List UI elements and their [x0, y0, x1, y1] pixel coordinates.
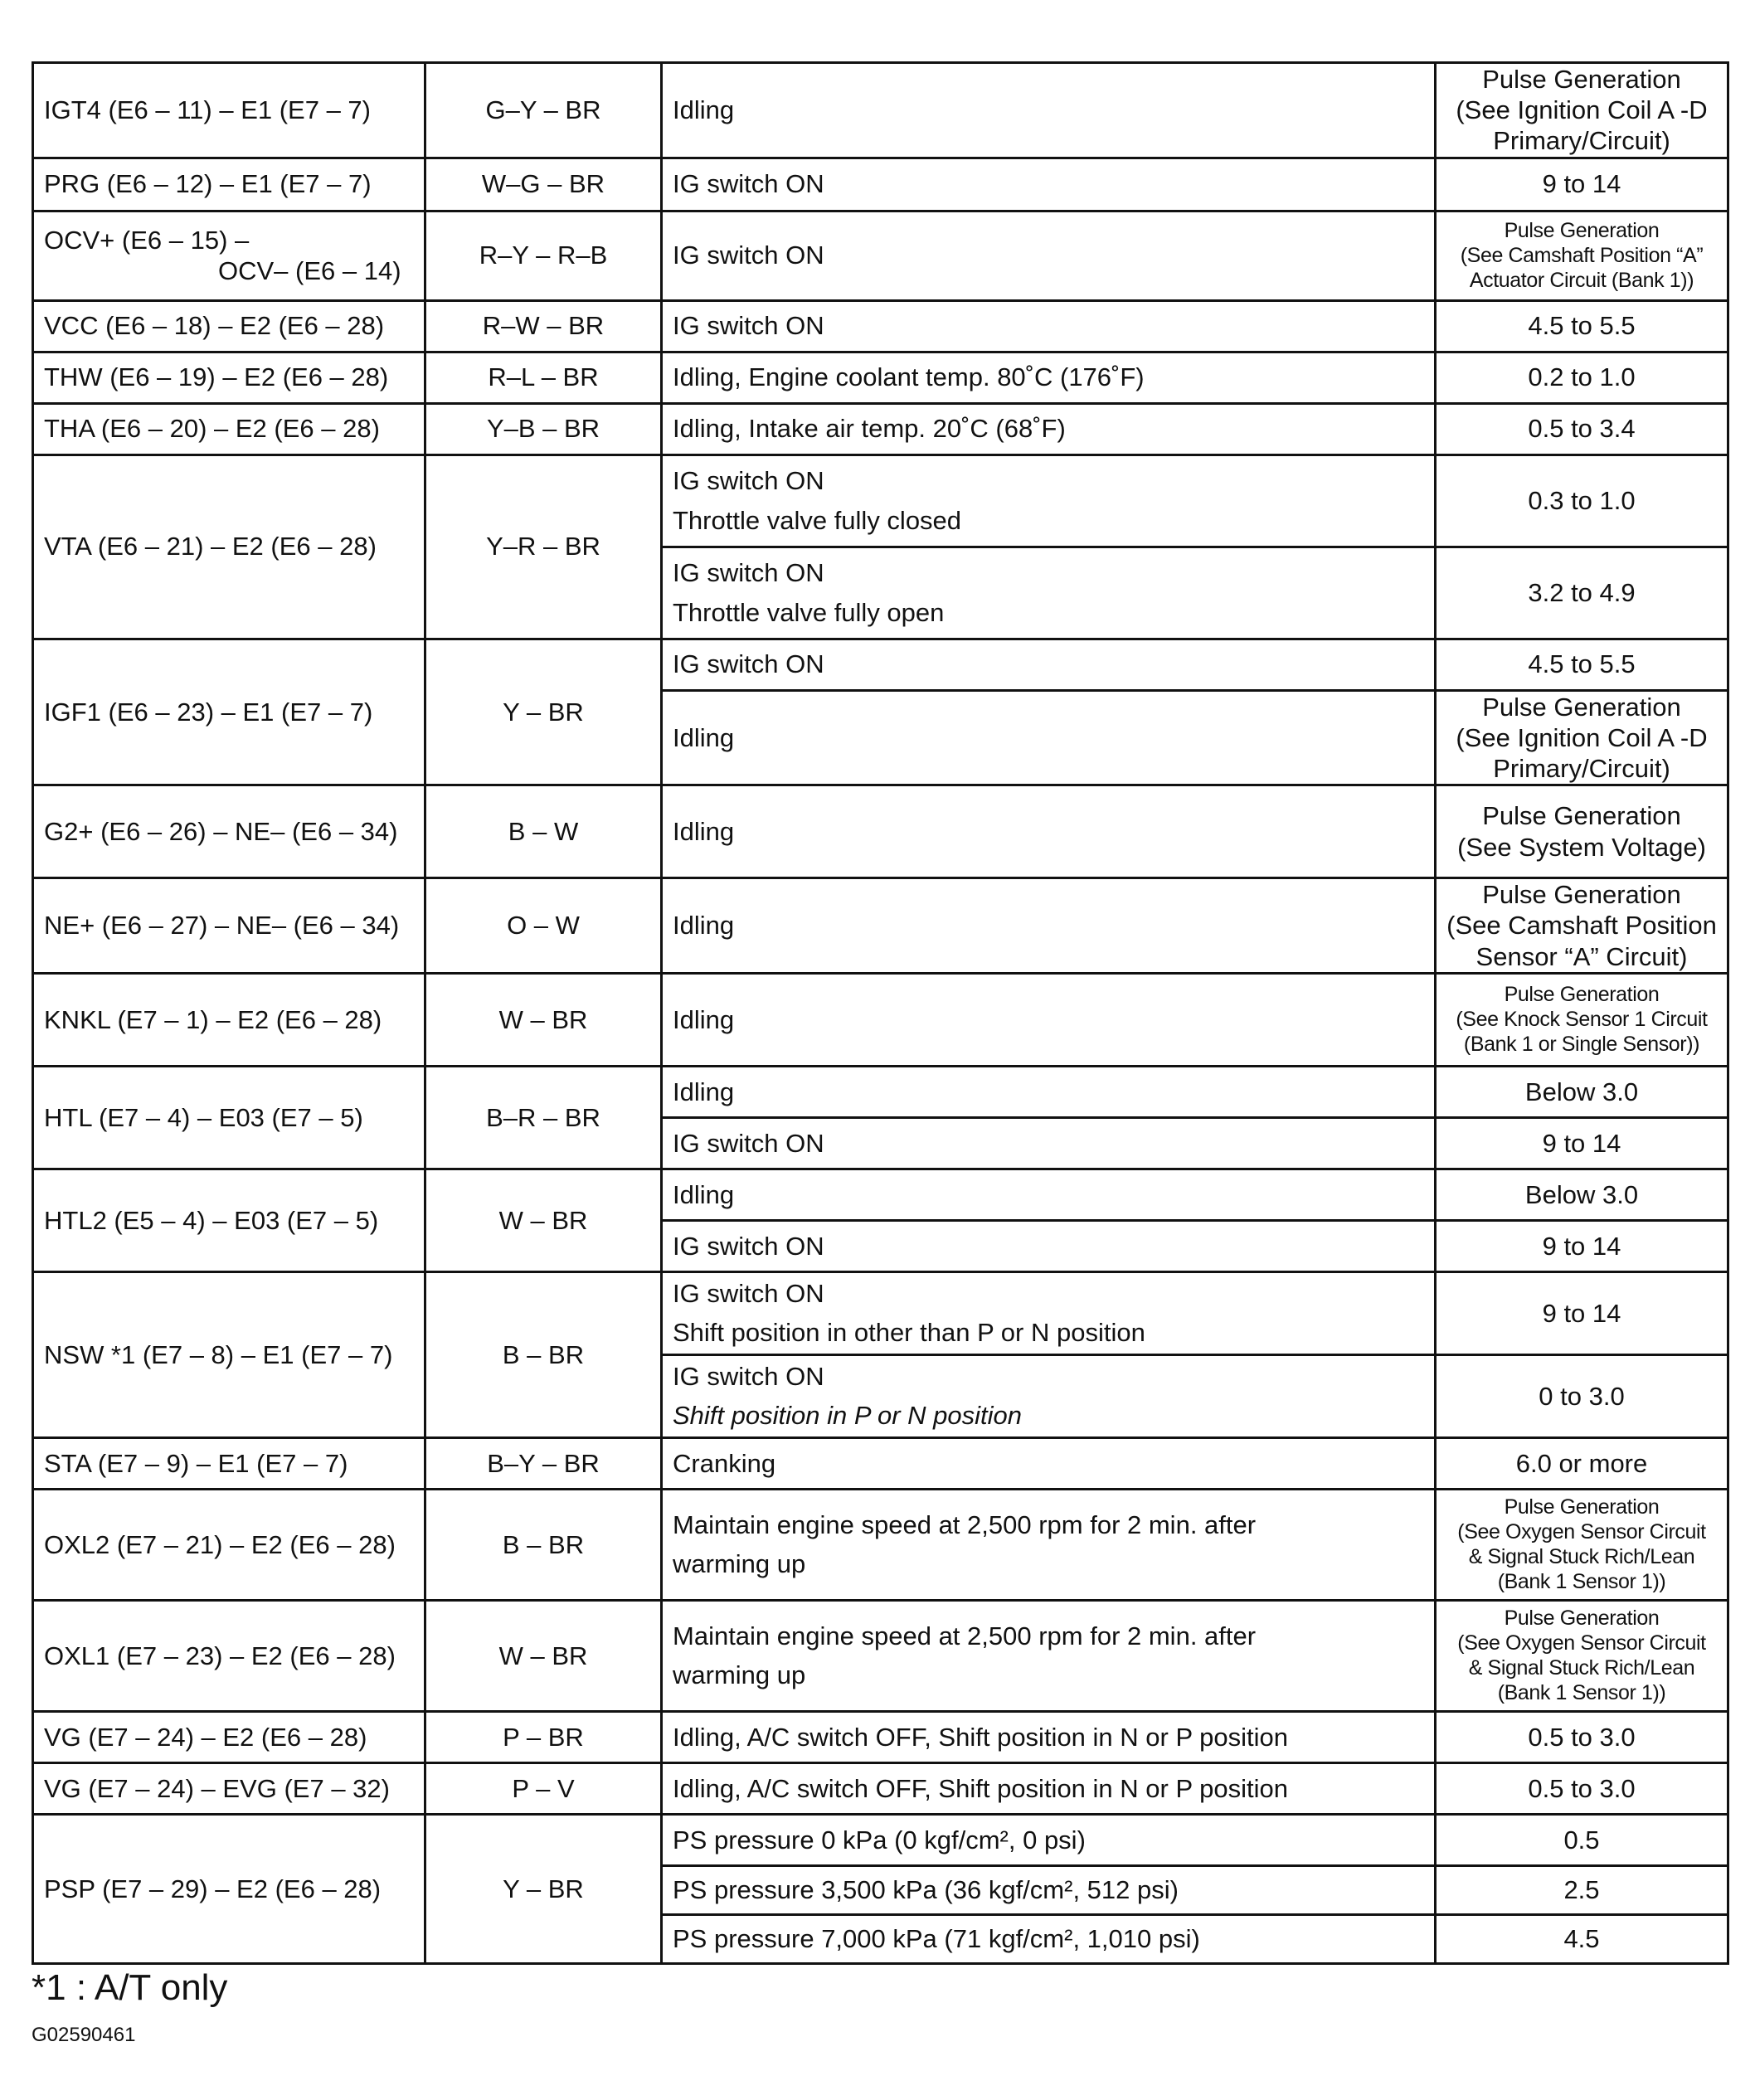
table-row	[33, 158, 1728, 211]
condition-line: Idling	[673, 95, 735, 125]
specified-condition-cell: Pulse Generation (See Oxygen Sensor Circuit & Signal Stuck Rich/Lean (Bank 1 Sensor 1))	[1436, 1600, 1728, 1711]
wire-color-cell: O – W	[425, 878, 662, 974]
terminal-cell: PRG (E6 – 12) – E1 (E7 – 7)	[33, 158, 425, 211]
wire-color-cell: W – BR	[425, 1169, 662, 1271]
terminal-cell: OXL1 (E7 – 23) – E2 (E6 – 28)	[33, 1600, 425, 1711]
specified-condition-cell: Below 3.0	[1436, 1066, 1728, 1117]
wire-color-cell: G–Y – BR	[425, 63, 662, 158]
condition-cell	[662, 973, 1436, 1066]
terminal-cell: KNKL (E7 – 1) – E2 (E6 – 28)	[33, 973, 425, 1066]
condition-cell	[662, 1066, 1436, 1117]
table-row	[33, 300, 1728, 352]
condition-cell	[662, 1865, 1436, 1914]
condition-line: warming up	[673, 1549, 806, 1579]
wire-color-cell: R–W – BR	[425, 300, 662, 352]
terminal-cell: OXL2 (E7 – 21) – E2 (E6 – 28)	[33, 1489, 425, 1600]
terminal-cell: VG (E7 – 24) – E2 (E6 – 28)	[33, 1711, 425, 1762]
table-row	[33, 352, 1728, 403]
condition-line: IG switch ON	[673, 1362, 824, 1391]
specified-condition-cell: 0.5 to 3.0	[1436, 1762, 1728, 1814]
table-row	[33, 639, 1728, 690]
specified-condition-cell: 3.2 to 4.9	[1436, 547, 1728, 639]
condition-cell	[662, 547, 1436, 639]
table-row	[33, 1066, 1728, 1117]
condition-line: IG switch ON	[673, 558, 824, 588]
terminal-cell: PSP (E7 – 29) – E2 (E6 – 28)	[33, 1814, 425, 1963]
specified-condition-cell: 0.3 to 1.0	[1436, 455, 1728, 547]
wire-color-cell: W – BR	[425, 973, 662, 1066]
wire-color-cell: R–Y – R–B	[425, 211, 662, 300]
terminal-cell: G2+ (E6 – 26) – NE– (E6 – 34)	[33, 785, 425, 878]
condition-cell	[662, 1169, 1436, 1220]
condition-cell	[662, 1271, 1436, 1354]
table-row	[33, 211, 1728, 300]
condition-line: IG switch ON	[673, 1279, 824, 1308]
terminal-cell: VTA (E6 – 21) – E2 (E6 – 28)	[33, 455, 425, 639]
condition-line: Maintain engine speed at 2,500 rpm for 2 min. after	[673, 1621, 1257, 1650]
table-row	[33, 1711, 1728, 1762]
specified-condition-cell: Pulse Generation (See Knock Sensor 1 Circuit (Bank 1 or Single Sensor))	[1436, 973, 1728, 1066]
condition-line: Shift position in other than P or N position	[673, 1318, 1145, 1348]
condition-line: IG switch ON	[673, 649, 824, 679]
terminal-cell: VCC (E6 – 18) – E2 (E6 – 28)	[33, 300, 425, 352]
condition-line: Idling	[673, 722, 735, 752]
condition-line: Throttle valve fully open	[673, 597, 945, 627]
footnote: *1 : A/T only	[32, 1967, 228, 2008]
condition-line: IG switch ON	[673, 1128, 824, 1158]
table-row	[33, 1271, 1728, 1354]
specified-condition-cell: 2.5	[1436, 1865, 1728, 1914]
condition-cell	[662, 639, 1436, 690]
wire-color-cell: B – BR	[425, 1489, 662, 1600]
condition-line: IG switch ON	[673, 311, 824, 341]
condition-line: Idling, Engine coolant temp. 80˚C (176˚F)	[673, 362, 1145, 392]
condition-line: warming up	[673, 1660, 806, 1690]
specified-condition-cell: 6.0 or more	[1436, 1437, 1728, 1489]
condition-line: Idling	[673, 1077, 735, 1106]
condition-line: PS pressure 7,000 kPa (71 kgf/cm², 1,010 psi)	[673, 1924, 1200, 1954]
condition-cell	[662, 1437, 1436, 1489]
condition-line: IG switch ON	[673, 169, 824, 199]
condition-cell	[662, 300, 1436, 352]
terminal-cell: IGT4 (E6 – 11) – E1 (E7 – 7)	[33, 63, 425, 158]
terminal-cell: NSW *1 (E7 – 8) – E1 (E7 – 7)	[33, 1271, 425, 1437]
table-row	[33, 785, 1728, 878]
condition-cell	[662, 63, 1436, 158]
condition-line: IG switch ON	[673, 466, 824, 496]
condition-cell	[662, 785, 1436, 878]
specified-condition-cell: 9 to 14	[1436, 1220, 1728, 1271]
condition-cell	[662, 403, 1436, 455]
condition-cell	[662, 1600, 1436, 1711]
table-row	[33, 878, 1728, 974]
condition-line: Idling	[673, 817, 735, 847]
condition-line: Idling	[673, 911, 735, 941]
condition-cell	[662, 1711, 1436, 1762]
specified-condition-cell: Pulse Generation (See Oxygen Sensor Circuit & Signal Stuck Rich/Lean (Bank 1 Sensor 1))	[1436, 1489, 1728, 1600]
specified-condition-cell: Pulse Generation (See Ignition Coil A -D Primary/Circuit)	[1436, 690, 1728, 785]
condition-line: Idling	[673, 1004, 735, 1034]
condition-line: Idling	[673, 1179, 735, 1209]
specified-condition-cell: 0.5	[1436, 1814, 1728, 1865]
terminal-cell: OCV+ (E6 – 15) – OCV– (E6 – 14)	[33, 211, 425, 300]
terminal-cell: STA (E7 – 9) – E1 (E7 – 7)	[33, 1437, 425, 1489]
table-row	[33, 1600, 1728, 1711]
wire-color-cell: P – V	[425, 1762, 662, 1814]
condition-cell	[662, 211, 1436, 300]
wire-color-cell: Y–R – BR	[425, 455, 662, 639]
wire-color-cell: B – BR	[425, 1271, 662, 1437]
condition-cell	[662, 1814, 1436, 1865]
ecm-terminal-spec-table	[32, 61, 1729, 1965]
table-row	[33, 63, 1728, 158]
condition-line: Idling, A/C switch OFF, Shift position in N or P position	[673, 1773, 1289, 1803]
specified-condition-cell: 9 to 14	[1436, 1117, 1728, 1169]
specified-condition-cell: 0.5 to 3.4	[1436, 403, 1728, 455]
condition-line: Idling, A/C switch OFF, Shift position in N or P position	[673, 1722, 1289, 1752]
specified-condition-cell: 4.5	[1436, 1914, 1728, 1963]
condition-line: Maintain engine speed at 2,500 rpm for 2 min. after	[673, 1510, 1257, 1539]
table-row	[33, 973, 1728, 1066]
condition-cell	[662, 1762, 1436, 1814]
specified-condition-cell: 4.5 to 5.5	[1436, 300, 1728, 352]
terminal-cell: HTL2 (E5 – 4) – E03 (E7 – 5)	[33, 1169, 425, 1271]
wire-color-cell: B–R – BR	[425, 1066, 662, 1169]
condition-line: IG switch ON	[673, 241, 824, 270]
condition-line: PS pressure 0 kPa (0 kgf/cm², 0 psi)	[673, 1825, 1086, 1855]
table-row	[33, 455, 1728, 547]
condition-cell	[662, 1914, 1436, 1963]
specified-condition-cell: 4.5 to 5.5	[1436, 639, 1728, 690]
table-body	[33, 63, 1728, 1964]
wire-color-cell: P – BR	[425, 1711, 662, 1762]
table-row	[33, 1169, 1728, 1220]
table-row	[33, 1814, 1728, 1865]
specified-condition-cell: 0.5 to 3.0	[1436, 1711, 1728, 1762]
terminal-cell: NE+ (E6 – 27) – NE– (E6 – 34)	[33, 878, 425, 974]
wire-color-cell: Y–B – BR	[425, 403, 662, 455]
specified-condition-cell: 9 to 14	[1436, 158, 1728, 211]
wire-color-cell: Y – BR	[425, 639, 662, 785]
wire-color-cell: R–L – BR	[425, 352, 662, 403]
table-row	[33, 1762, 1728, 1814]
condition-cell	[662, 690, 1436, 785]
condition-line: Shift position in P or N position	[673, 1401, 1023, 1431]
specified-condition-cell: 0 to 3.0	[1436, 1354, 1728, 1437]
condition-cell	[662, 1489, 1436, 1600]
condition-cell	[662, 1220, 1436, 1271]
table-row	[33, 403, 1728, 455]
wire-color-cell: W – BR	[425, 1600, 662, 1711]
terminal-cell: HTL (E7 – 4) – E03 (E7 – 5)	[33, 1066, 425, 1169]
terminal-cell: THA (E6 – 20) – E2 (E6 – 28)	[33, 403, 425, 455]
specified-condition-cell: Below 3.0	[1436, 1169, 1728, 1220]
terminal-cell: VG (E7 – 24) – EVG (E7 – 32)	[33, 1762, 425, 1814]
specified-condition-cell: 9 to 14	[1436, 1271, 1728, 1354]
condition-line: Cranking	[673, 1448, 776, 1478]
terminal-cell: THW (E6 – 19) – E2 (E6 – 28)	[33, 352, 425, 403]
figure-id: G02590461	[32, 2024, 136, 2046]
terminal-cell: IGF1 (E6 – 23) – E1 (E7 – 7)	[33, 639, 425, 785]
specified-condition-cell: Pulse Generation (See Ignition Coil A -D Primary/Circuit)	[1436, 63, 1728, 158]
condition-line: IG switch ON	[673, 1231, 824, 1261]
wire-color-cell: W–G – BR	[425, 158, 662, 211]
condition-line: PS pressure 3,500 kPa (36 kgf/cm², 512 psi)	[673, 1875, 1179, 1905]
specified-condition-cell: 0.2 to 1.0	[1436, 352, 1728, 403]
wire-color-cell: B – W	[425, 785, 662, 878]
table-row	[33, 1489, 1728, 1600]
condition-cell	[662, 878, 1436, 974]
condition-cell	[662, 352, 1436, 403]
specified-condition-cell: Pulse Generation (See Camshaft Position Sensor “A” Circuit)	[1436, 878, 1728, 974]
condition-line: Throttle valve fully closed	[673, 505, 962, 535]
condition-cell	[662, 158, 1436, 211]
condition-cell	[662, 1354, 1436, 1437]
wire-color-cell: B–Y – BR	[425, 1437, 662, 1489]
table-row	[33, 1437, 1728, 1489]
wire-color-cell: Y – BR	[425, 1814, 662, 1963]
condition-cell	[662, 1117, 1436, 1169]
condition-cell	[662, 455, 1436, 547]
specified-condition-cell: Pulse Generation (See Camshaft Position “A” Actuator Circuit (Bank 1))	[1436, 211, 1728, 300]
condition-line: Idling, Intake air temp. 20˚C (68˚F)	[673, 414, 1066, 444]
specified-condition-cell: Pulse Generation (See System Voltage)	[1436, 785, 1728, 878]
